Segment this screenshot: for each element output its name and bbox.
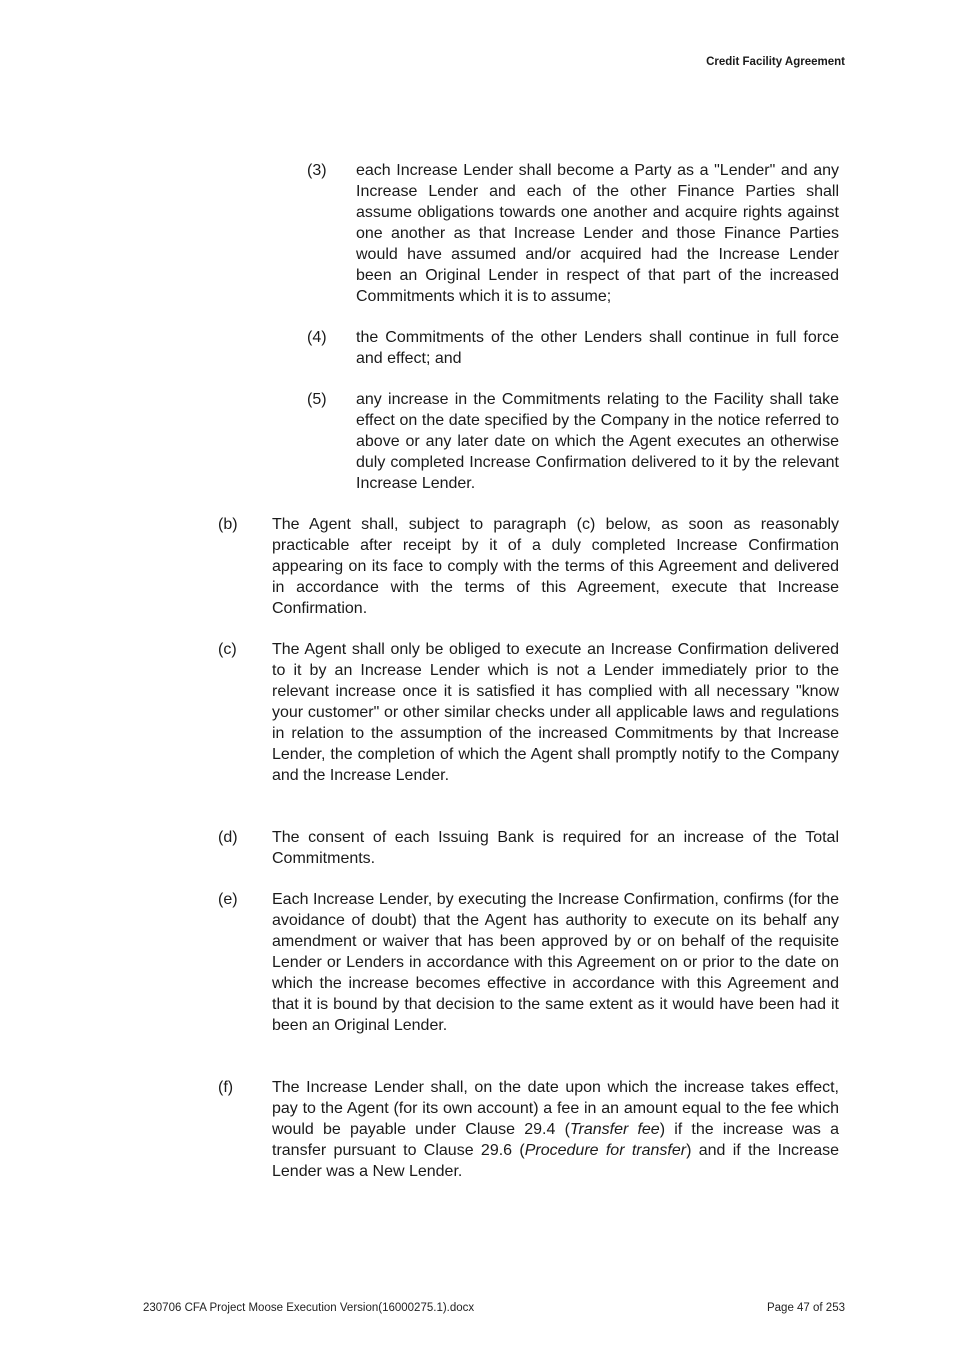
paragraph-text: the Commitments of the other Lenders shall continue in full force and effect; and — [356, 329, 839, 367]
paragraph-5 — [307, 389, 839, 494]
paragraph-text: each Increase Lender shall become a Party as a "Lender" and any Increase Lender and each of the other Finance Parties shall assume obligations towards one another and acquire rights against one another as that Increase Lender and those Finance Parties would have assumed and/or acquired had the Increase Lender been an Original Lender in respect of that part of the increased Commitments which it is to assume; — [356, 162, 839, 305]
footer-filename: 230706 CFA Project Moose Execution Version(16000275.1).docx — [143, 1302, 475, 1314]
paragraph-f — [218, 1077, 839, 1182]
paragraph-text: any increase in the Commitments relating to the Facility shall take effect on the date specified by the Company in the notice referred to above or any later date on which the Agent executes an otherwise duly completed Increase Confirmation delivered to it by the relevant Increase Lender. — [356, 391, 839, 492]
paragraph-c — [218, 639, 839, 786]
paragraph-number: (3) — [307, 162, 327, 179]
paragraph-number: (e) — [218, 891, 238, 908]
paragraph-text: The Agent shall, subject to paragraph (c) below, as soon as reasonably practicable after receipt by it of a duly completed Increase Confirmation appearing on its face to comply with the terms of this Agreement and delivered in accordance with the terms of this Agreement, execute that Increase Confirmation. — [272, 516, 839, 617]
paragraph-text: Each Increase Lender, by executing the Increase Confirmation, confirms (for the avoidance of doubt) that the Agent has authority to execute on its behalf any amendment or waiver that has been approved by or on behalf of the requisite Lender or Lenders in accordance with this Agreement on or prior to the date on which the increase becomes effective in accordance with this Agreement and that it is bound by that decision to the same extent as it would have been had it been an Original Lender. — [272, 891, 839, 1034]
paragraph-number: (4) — [307, 329, 327, 346]
clause-reference-transfer-fee: Transfer fee — [569, 1121, 660, 1138]
paragraph-d — [218, 827, 839, 869]
paragraph-text: The consent of each Issuing Bank is required for an increase of the Total Commitments. — [272, 829, 839, 867]
paragraph-b — [218, 514, 839, 619]
footer-page-number: Page 47 of 253 — [766, 1302, 845, 1314]
paragraph-number: (f) — [218, 1079, 234, 1096]
paragraph-e — [218, 889, 839, 1036]
paragraph-3 — [307, 160, 839, 307]
text-segment: ) and if the Increase Lender was a New Lender. — [272, 1142, 839, 1180]
paragraph-number: (c) — [218, 641, 237, 658]
paragraph-text — [272, 1077, 839, 1182]
paragraph-text: The Agent shall only be obliged to execute an Increase Confirmation delivered to it by an Increase Lender which is not a Lender immediately prior to the relevant increase once it is satisfied it has complied with all necessary "know your customer" or other similar checks under all applicable laws and regulations in relation to the assumption of the increased Commitments by that Increase Lender, the completion of which the Agent shall promptly notify to the Company and the Increase Lender. — [272, 641, 839, 784]
text-segment: The Increase Lender shall, on the date upon which the increase takes effect, pay to the Agent (for its own account) a fee in an amount equal to the fee which would be payable under Clause 29.4 ( — [272, 1079, 839, 1138]
paragraph-4 — [307, 327, 839, 369]
paragraph-number: (b) — [218, 516, 238, 533]
text-segment: ) if the increase was a transfer pursuant to Clause 29.6 ( — [272, 1121, 840, 1159]
clause-reference-procedure-for-transfer: Procedure for transfer — [524, 1142, 687, 1159]
running-header-title: Credit Facility Agreement — [706, 56, 845, 68]
paragraph-number: (d) — [218, 829, 238, 846]
paragraph-number: (5) — [307, 391, 327, 408]
